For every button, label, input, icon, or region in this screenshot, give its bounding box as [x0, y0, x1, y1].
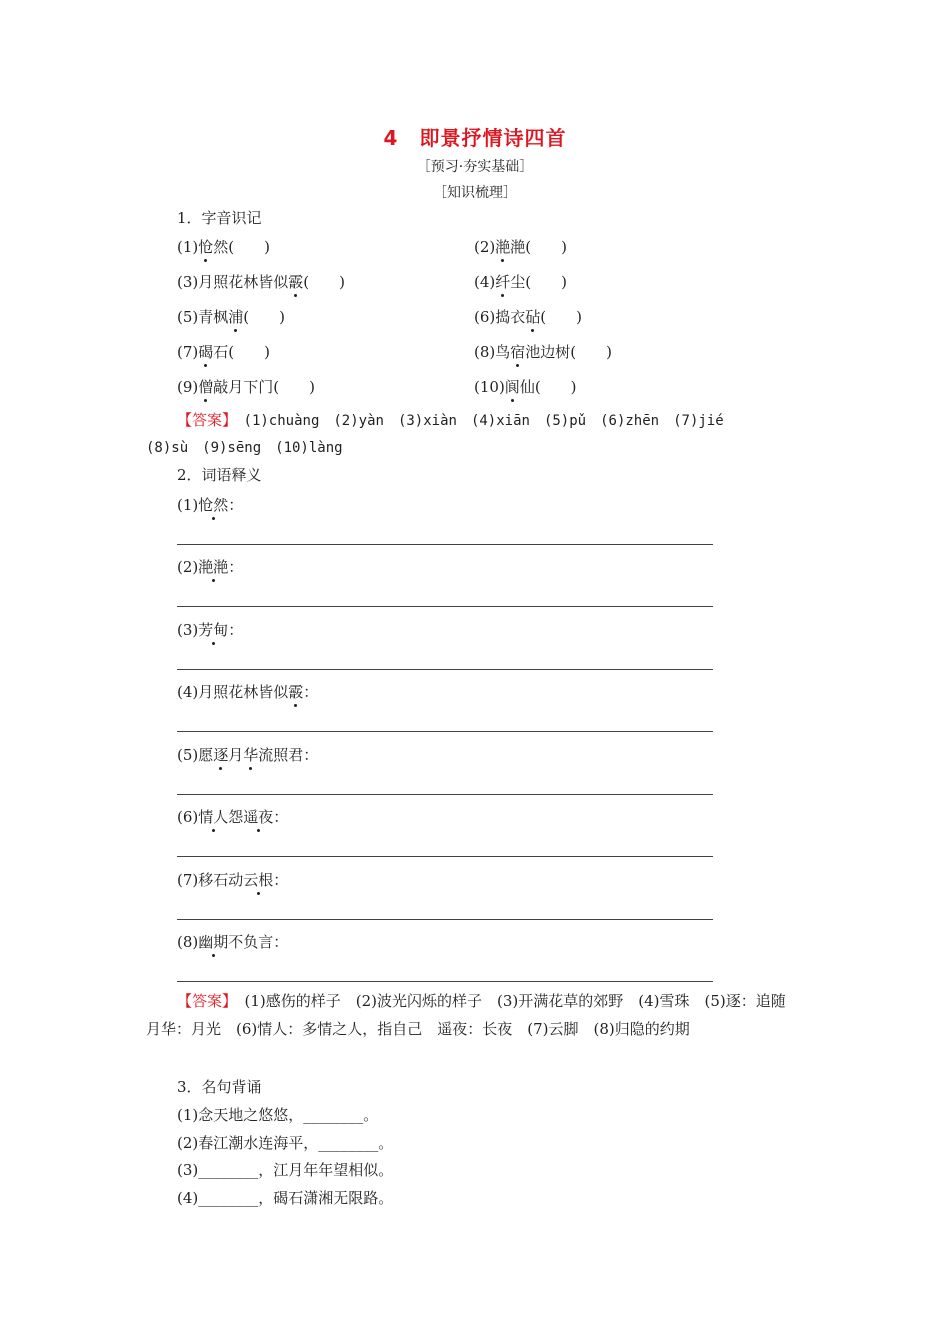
section-tag-knowledge: ［知识梳理］: [433, 185, 517, 201]
answer-blank-line[interactable]: [177, 919, 713, 920]
section3-heading: 3．名句背诵: [177, 1078, 262, 1096]
pron-item-8: (8)鸟宿池边树( ): [474, 343, 612, 361]
vocab-item-4: (4)月照花林皆似霰：: [177, 683, 319, 701]
vocab-item-8: (8)幽期不负言：: [177, 933, 289, 951]
section-tag-preview: ［预习·夯实基础］: [416, 159, 534, 175]
recite-item-1: (1)念天地之悠悠，________。: [177, 1106, 379, 1124]
pron-item-6: (6)捣衣砧( ): [474, 308, 582, 326]
answer-blank-line[interactable]: [177, 794, 713, 795]
pron-item-10: (10)阆仙( ): [474, 378, 577, 396]
vocab-item-1: (1)怆然：: [177, 496, 244, 514]
page-title: 4 即景抒情诗四首: [383, 126, 567, 150]
pron-item-4: (4)纤尘( ): [474, 273, 567, 291]
answer-blank-line[interactable]: [177, 544, 713, 545]
pron-item-1: (1)怆然( ): [177, 238, 270, 256]
recite-item-2: (2)春江潮水连海平，________。: [177, 1134, 394, 1152]
answer-blank-line[interactable]: [177, 606, 713, 607]
answer-label: 【答案】: [177, 992, 230, 1010]
pron-item-9: (9)僧敲月下门( ): [177, 378, 315, 396]
answer-text: (1)感伤的样子 (2)波光闪烁的样子 (3)开满花草的郊野 (4)雪珠 (5)逐：追随 月华：月光 (6)情人：多情之人，指自己 遥夜：长夜 (7)云脚 (8)归隐的约期: [146, 992, 801, 1038]
vocab-item-7: (7)移石动云根：: [177, 871, 289, 889]
vocab-item-5: (5)愿逐月华流照君：: [177, 746, 319, 764]
recite-item-3: (3)________，江月年年望相似。: [177, 1161, 394, 1179]
answer-label: 【答案】: [177, 411, 230, 429]
vocab-item-3: (3)芳甸：: [177, 621, 244, 639]
recite-item-4: (4)________，碣石潇湘无限路。: [177, 1189, 394, 1207]
section1-answer: [177, 409, 724, 430]
vocab-item-2: (2)滟滟：: [177, 558, 244, 576]
answer-blank-line[interactable]: [177, 856, 713, 857]
pron-item-5: (5)青枫浦( ): [177, 308, 285, 326]
answer-blank-line[interactable]: [177, 669, 713, 670]
section2-heading: 2．词语释义: [177, 466, 262, 484]
section1-heading: 1．字音识记: [177, 209, 262, 227]
pron-item-7: (7)碣石( ): [177, 343, 270, 361]
answer-blank-line[interactable]: [177, 731, 713, 732]
pron-item-2: (2)滟滟( ): [474, 238, 567, 256]
section2-answer: [146, 987, 810, 1043]
answer-blank-line[interactable]: [177, 981, 713, 982]
answer-text: (1)chuàng (2)yàn (3)xiàn (4)xiān (5)pǔ (6)zhēn (7)jié: [229, 413, 724, 429]
section1-answer-cont: (8)sù (9)sēng (10)làng: [146, 440, 343, 456]
pron-item-3: (3)月照花林皆似霰( ): [177, 273, 345, 291]
vocab-item-6: (6)情人怨遥夜：: [177, 808, 289, 826]
